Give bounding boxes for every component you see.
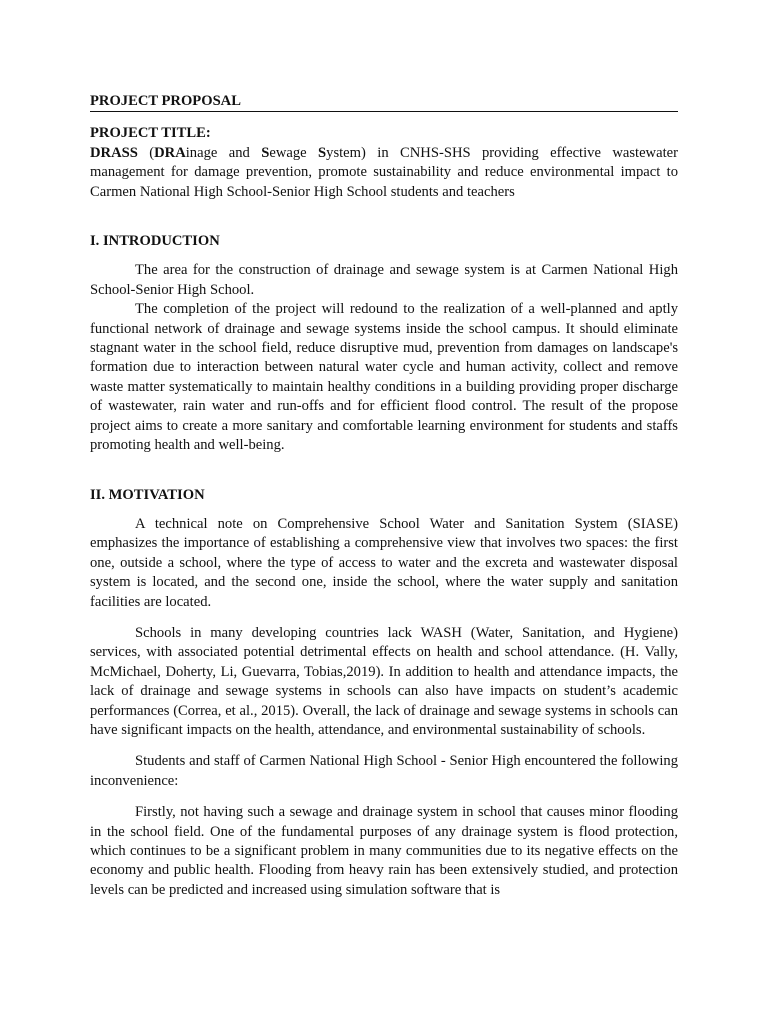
document-page bbox=[90, 92, 678, 900]
motivation-paragraph: Students and staff of Carmen National High School - Senior High encountered the following inconvenience: bbox=[90, 753, 678, 789]
introduction-heading: I. INTRODUCTION bbox=[90, 233, 220, 250]
project-title-text: DRASS (DRAinage and Sewage System) in CNHS-SHS providing effective wastewater management for damage prevention, promote sustainability and reduce environmental impact to Carmen National High School-Senior High School students and teachers bbox=[90, 144, 678, 200]
project-title-label: PROJECT TITLE: bbox=[90, 125, 211, 142]
motivation-heading: II. MOTIVATION bbox=[90, 486, 205, 503]
introduction-paragraph: The area for the construction of drainage and sewage system is at Carmen National High School-Senior High School. bbox=[90, 262, 678, 298]
motivation-paragraph: Firstly, not having such a sewage and drainage system in school that causes minor flooding in the school field. One of the fundamental purposes of any drainage system is flood protection, which continues to be a significant problem in many communities due to its negative effects on the economy and public health. Flooding from heavy rain has been extensively studied, and protection levels can be predicted and increased using simulation software that is bbox=[90, 804, 678, 898]
motivation-paragraph: Schools in many developing countries lack WASH (Water, Sanitation, and Hygiene) services, with associated potential detrimental effects on health and school attendance. (H. Vally, McMichael, Doherty, Li, Guevarra, Tobias,2019). In addition to health and attendance impacts, the lack of drainage and sewage systems in schools can also have impacts on student’s academic performances (Correa, et al., 2015). Overall, the lack of drainage and sewage systems in schools can have significant impacts on the health, attendance, and environmental sustainability of schools. bbox=[90, 624, 678, 738]
motivation-paragraph: A technical note on Comprehensive School Water and Sanitation System (SIASE) emphasizes the importance of establishing a comprehensive view that involves two spaces: the first one, outside a school, where the type of access to water and the excreta and wastewater disposal system is located, and the second one, inside the school, where the water supply and sanitation facilities are located. bbox=[90, 515, 678, 610]
header-divider bbox=[90, 111, 678, 112]
document-label: PROJECT PROPOSAL bbox=[90, 93, 241, 109]
introduction-paragraph: The completion of the project will redound to the realization of a well-planned and aptly functional network of drainage and sewage systems inside the school campus. It should eliminate stagnant water in the school field, reduce disruptive mud, prevention from damages on landscape's formation due to interaction between natural water cycle and human activity, collect and remove waste matter systematically to maintain healthy conditions in a building providing proper discharge of wastewater, rain water and run-offs and for efficient flood control. The result of the propose project aims to create a more sanitary and comfortable learning environment for students and staffs promoting health and well-being. bbox=[90, 301, 678, 454]
